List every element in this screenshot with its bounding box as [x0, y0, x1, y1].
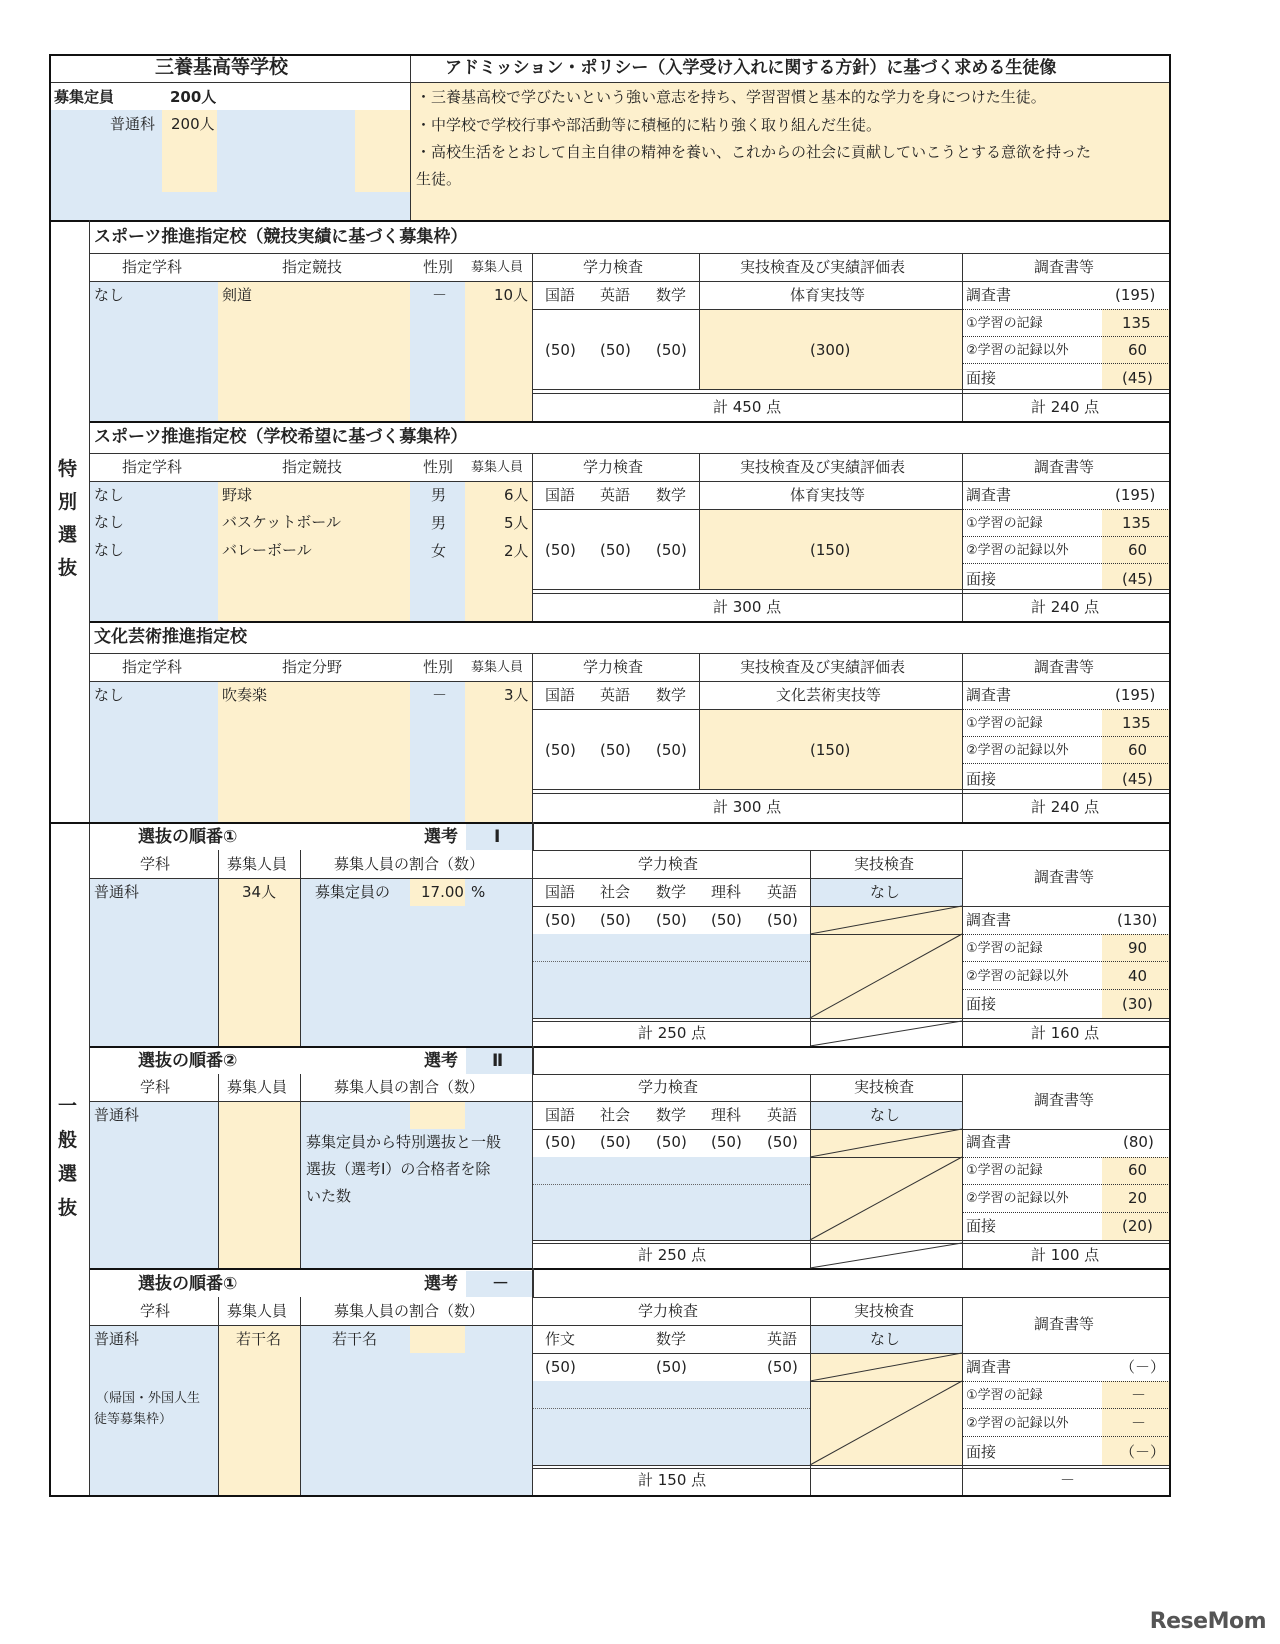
header-practical: 実技検査及び実績評価表	[740, 258, 906, 276]
report-label: ①学習の記録	[966, 941, 1043, 956]
score: (50)	[600, 741, 631, 759]
side-label-char: 抜	[58, 557, 78, 579]
section-title: 文化芸術推進指定校	[94, 627, 247, 647]
report-label: ②学習の記録以外	[966, 543, 1069, 558]
row-dept: なし	[94, 686, 125, 704]
row-field: 野球	[222, 486, 253, 504]
kou-label: 選考	[424, 1274, 458, 1294]
report-label: 面接	[966, 1217, 997, 1235]
report-label: ②学習の記録以外	[966, 343, 1069, 358]
ratio-label: 若干名	[332, 1330, 378, 1348]
total-right: －	[1060, 1471, 1076, 1489]
total-right: 計 240 点	[1031, 598, 1100, 616]
policy-line: ・三養基高校で学びたいという強い意志を持ち、学習習慣と基本的な学力を身につけた生徒。	[416, 88, 1046, 106]
score: (50)	[656, 1358, 687, 1376]
report-value: (45)	[1122, 570, 1153, 588]
header-ratio: 募集人員の割合（数）	[334, 1302, 485, 1320]
report-value: (195)	[1115, 686, 1156, 704]
practical-score: (150)	[810, 741, 851, 759]
kou-value: Ⅱ	[492, 1051, 504, 1071]
report-value: 40	[1128, 967, 1148, 985]
report-label: ②学習の記録以外	[966, 1416, 1069, 1431]
dept-value: 普通科	[94, 1106, 140, 1124]
row-dept: なし	[94, 541, 125, 559]
header-gender: 性別	[423, 258, 454, 276]
school-name: 三養基高等学校	[155, 56, 289, 78]
header-gender: 性別	[423, 658, 454, 676]
header-report: 調査書等	[1034, 868, 1095, 886]
score: (50)	[656, 341, 687, 359]
practical-value: なし	[870, 1106, 901, 1124]
total-left: 計 250 点	[638, 1024, 707, 1042]
row-field: 剣道	[222, 286, 253, 304]
header-report: 調査書等	[1034, 1315, 1095, 1333]
score: (50)	[767, 911, 798, 929]
ratio-value: 17.00	[421, 883, 464, 901]
report-value: (30)	[1122, 995, 1153, 1013]
section-title: スポーツ推進指定校（学校希望に基づく募集枠）	[94, 427, 468, 447]
score: (50)	[656, 741, 687, 759]
practical-score: (300)	[810, 341, 851, 359]
row-field: 吹奏楽	[222, 686, 268, 704]
row-dept: なし	[94, 286, 125, 304]
total-left: 計 450 点	[713, 398, 782, 416]
report-label: ②学習の記録以外	[966, 1191, 1069, 1206]
row-count: 3人	[504, 686, 529, 704]
report-label: ②学習の記録以外	[966, 743, 1069, 758]
report-label: 調査書	[966, 911, 1012, 929]
policy-title: アドミッション・ポリシー（入学受け入れに関する方針）に基づく求める生徒像	[445, 58, 1057, 78]
header-dept: 指定学科	[122, 258, 183, 276]
report-label: 面接	[966, 770, 997, 788]
row-gender: 女	[431, 542, 447, 560]
row-gender: 男	[431, 514, 447, 532]
score: (50)	[545, 341, 576, 359]
subject: 国語	[545, 686, 576, 704]
report-value: 20	[1128, 1189, 1148, 1207]
header-practical: 実技検査	[854, 855, 915, 873]
dept-value: 普通科	[94, 883, 140, 901]
report-value: －	[1131, 1386, 1147, 1404]
report-value: 135	[1122, 314, 1151, 332]
report-value: 60	[1128, 541, 1148, 559]
selection-order: 選抜の順番①	[138, 827, 238, 847]
header-dept: 学科	[140, 1302, 171, 1320]
report-label: 面接	[966, 1443, 997, 1461]
total-left: 計 250 点	[638, 1246, 707, 1264]
score: (50)	[545, 911, 576, 929]
total-left: 計 300 点	[713, 798, 782, 816]
report-value: （－）	[1120, 1358, 1166, 1376]
report-label: 調査書	[966, 1133, 1012, 1151]
side-label-char: 般	[58, 1129, 78, 1151]
score: (50)	[767, 1358, 798, 1376]
report-value: 60	[1128, 341, 1148, 359]
report-label: 調査書	[966, 286, 1012, 304]
count-value: 若干名	[236, 1330, 282, 1348]
report-value: 135	[1122, 714, 1151, 732]
header-practical: 実技検査及び実績評価表	[740, 658, 906, 676]
report-label: 調査書	[966, 1358, 1012, 1376]
header-ratio: 募集人員の割合（数）	[334, 855, 485, 873]
score: (50)	[600, 541, 631, 559]
report-label: ①学習の記録	[966, 1388, 1043, 1403]
header-report: 調査書等	[1034, 458, 1095, 476]
ratio-unit: %	[471, 883, 486, 901]
row-field: バスケットボール	[222, 513, 341, 531]
selection-order: 選抜の順番②	[138, 1051, 238, 1071]
subject: 英語	[600, 286, 631, 304]
subject: 数学	[656, 1106, 687, 1124]
report-label: 面接	[966, 369, 997, 387]
header-count: 募集人員	[471, 660, 524, 675]
header-academic: 学力検査	[638, 1302, 699, 1320]
header-dept: 学科	[140, 855, 171, 873]
score: (50)	[545, 541, 576, 559]
score: (50)	[545, 741, 576, 759]
header-report: 調査書等	[1034, 658, 1095, 676]
score: (50)	[545, 1358, 576, 1376]
row-gender: －	[432, 686, 448, 704]
report-value: (195)	[1115, 286, 1156, 304]
subject: 英語	[767, 1330, 798, 1348]
header-report: 調査書等	[1034, 258, 1095, 276]
report-label: ①学習の記録	[966, 1163, 1043, 1178]
side-label-char: 選	[58, 524, 78, 546]
total-left: 計 300 点	[713, 598, 782, 616]
subject: 国語	[545, 286, 576, 304]
ratio-label: 募集定員の	[315, 883, 391, 901]
subject: 国語	[545, 486, 576, 504]
header-dept: 指定学科	[122, 658, 183, 676]
policy-line: 生徒。	[416, 170, 462, 188]
header-practical: 実技検査及び実績評価表	[740, 458, 906, 476]
header-count: 募集人員	[471, 460, 524, 475]
kou-label: 選考	[424, 827, 458, 847]
practical-label: 体育実技等	[790, 286, 866, 304]
header-field: 指定分野	[282, 658, 343, 676]
score: (50)	[656, 1133, 687, 1151]
subject: 英語	[600, 486, 631, 504]
practical-label: 文化芸術実技等	[776, 686, 882, 704]
resemom-logo: ReseMom	[1149, 1609, 1266, 1634]
practical-value: なし	[870, 1330, 901, 1348]
header-academic: 学力検査	[638, 1078, 699, 1096]
report-label: 調査書	[966, 686, 1012, 704]
side-label-char: 特	[58, 458, 78, 480]
side-label-char: 選	[58, 1163, 78, 1185]
report-label: 面接	[966, 995, 997, 1013]
subject: 理科	[711, 1106, 742, 1124]
header-ratio: 募集人員の割合（数）	[334, 1078, 485, 1096]
score: (50)	[656, 911, 687, 929]
score: (50)	[545, 1133, 576, 1151]
header-academic: 学力検査	[583, 258, 644, 276]
total-right: 計 160 点	[1031, 1024, 1100, 1042]
report-value: 90	[1128, 939, 1148, 957]
report-label: ①学習の記録	[966, 516, 1043, 531]
report-value: (20)	[1122, 1217, 1153, 1235]
score: (50)	[711, 911, 742, 929]
total-right: 計 240 点	[1031, 798, 1100, 816]
header-count: 募集人員	[227, 1078, 288, 1096]
header-dept: 学科	[140, 1078, 171, 1096]
report-value: －	[1131, 1414, 1147, 1432]
capacity-label: 募集定員	[54, 88, 115, 106]
policy-line: ・中学校で学校行事や部活動等に積極的に粘り強く取り組んだ生徒。	[416, 116, 882, 134]
report-value: (80)	[1123, 1133, 1154, 1151]
capacity-value: 200人	[170, 88, 217, 106]
subject: 数学	[656, 883, 687, 901]
row-gender: 男	[431, 486, 447, 504]
subject: 英語	[600, 686, 631, 704]
row-field: バレーボール	[222, 541, 312, 559]
score: (50)	[711, 1133, 742, 1151]
report-value: 135	[1122, 514, 1151, 532]
ratio-text: 選抜（選考Ⅰ）の合格者を除	[306, 1160, 491, 1178]
outer-frame	[49, 54, 1171, 1497]
report-value: 60	[1128, 741, 1148, 759]
kou-value: Ⅰ	[494, 827, 501, 847]
side-label-char: 別	[58, 491, 78, 513]
header-field: 指定競技	[282, 458, 343, 476]
selection-order: 選抜の順番①	[138, 1274, 238, 1294]
row-count: 5人	[504, 514, 529, 532]
score: (50)	[600, 341, 631, 359]
report-value: （－）	[1120, 1443, 1166, 1461]
subject: 英語	[767, 883, 798, 901]
total-right: 計 240 点	[1031, 398, 1100, 416]
subject: 数学	[656, 686, 687, 704]
count-value: 34人	[242, 883, 277, 901]
subject: 社会	[600, 1106, 631, 1124]
subject: 英語	[767, 1106, 798, 1124]
row-count: 10人	[494, 286, 529, 304]
dept-value: 普通科	[94, 1330, 140, 1348]
ratio-text: いた数	[306, 1187, 352, 1205]
total-left: 計 150 点	[638, 1471, 707, 1489]
header-academic: 学力検査	[583, 458, 644, 476]
row-dept: なし	[94, 513, 125, 531]
dept-label: 普通科	[110, 115, 156, 133]
subject: 作文	[545, 1330, 576, 1348]
score: (50)	[767, 1133, 798, 1151]
dept-note: 徒等募集枠）	[94, 1412, 173, 1427]
header-field: 指定競技	[282, 258, 343, 276]
kou-value: －	[492, 1274, 509, 1294]
report-value: 60	[1128, 1161, 1148, 1179]
header-dept: 指定学科	[122, 458, 183, 476]
dept-note: （帰国・外国人生	[96, 1391, 201, 1406]
report-label: 調査書	[966, 486, 1012, 504]
row-count: 6人	[504, 486, 529, 504]
header-practical: 実技検査	[854, 1302, 915, 1320]
report-value: (45)	[1122, 770, 1153, 788]
report-label: ②学習の記録以外	[966, 969, 1069, 984]
practical-value: なし	[870, 883, 901, 901]
header-practical: 実技検査	[854, 1078, 915, 1096]
header-report: 調査書等	[1034, 1091, 1095, 1109]
dept-capacity: 200人	[171, 115, 215, 133]
practical-score: (150)	[810, 541, 851, 559]
subject: 数学	[656, 286, 687, 304]
total-right: 計 100 点	[1031, 1246, 1100, 1264]
header-count: 募集人員	[471, 260, 524, 275]
header-academic: 学力検査	[583, 658, 644, 676]
header-count: 募集人員	[227, 1302, 288, 1320]
subject: 社会	[600, 883, 631, 901]
report-value: (130)	[1117, 911, 1158, 929]
score: (50)	[656, 541, 687, 559]
report-label: 面接	[966, 570, 997, 588]
subject: 理科	[711, 883, 742, 901]
header-count: 募集人員	[227, 855, 288, 873]
report-value: (45)	[1122, 369, 1153, 387]
subject: 数学	[656, 1330, 687, 1348]
report-value: (195)	[1115, 486, 1156, 504]
row-gender: －	[432, 286, 448, 304]
report-label: ①学習の記録	[966, 316, 1043, 331]
header-gender: 性別	[423, 458, 454, 476]
score: (50)	[600, 911, 631, 929]
kou-label: 選考	[424, 1051, 458, 1071]
row-count: 2人	[504, 542, 529, 560]
side-label-char: 一	[58, 1095, 78, 1117]
ratio-text: 募集定員から特別選抜と一般	[306, 1133, 502, 1151]
header-academic: 学力検査	[638, 855, 699, 873]
side-label-char: 抜	[58, 1197, 78, 1219]
subject: 国語	[545, 883, 576, 901]
policy-line: ・高校生活をとおして自主自律の精神を養い、これからの社会に貢献していこうとする意欲を持った	[416, 143, 1092, 161]
row-dept: なし	[94, 486, 125, 504]
section-title: スポーツ推進指定校（競技実績に基づく募集枠）	[94, 227, 468, 247]
subject: 国語	[545, 1106, 576, 1124]
report-label: ①学習の記録	[966, 716, 1043, 731]
subject: 数学	[656, 486, 687, 504]
score: (50)	[600, 1133, 631, 1151]
practical-label: 体育実技等	[790, 486, 866, 504]
